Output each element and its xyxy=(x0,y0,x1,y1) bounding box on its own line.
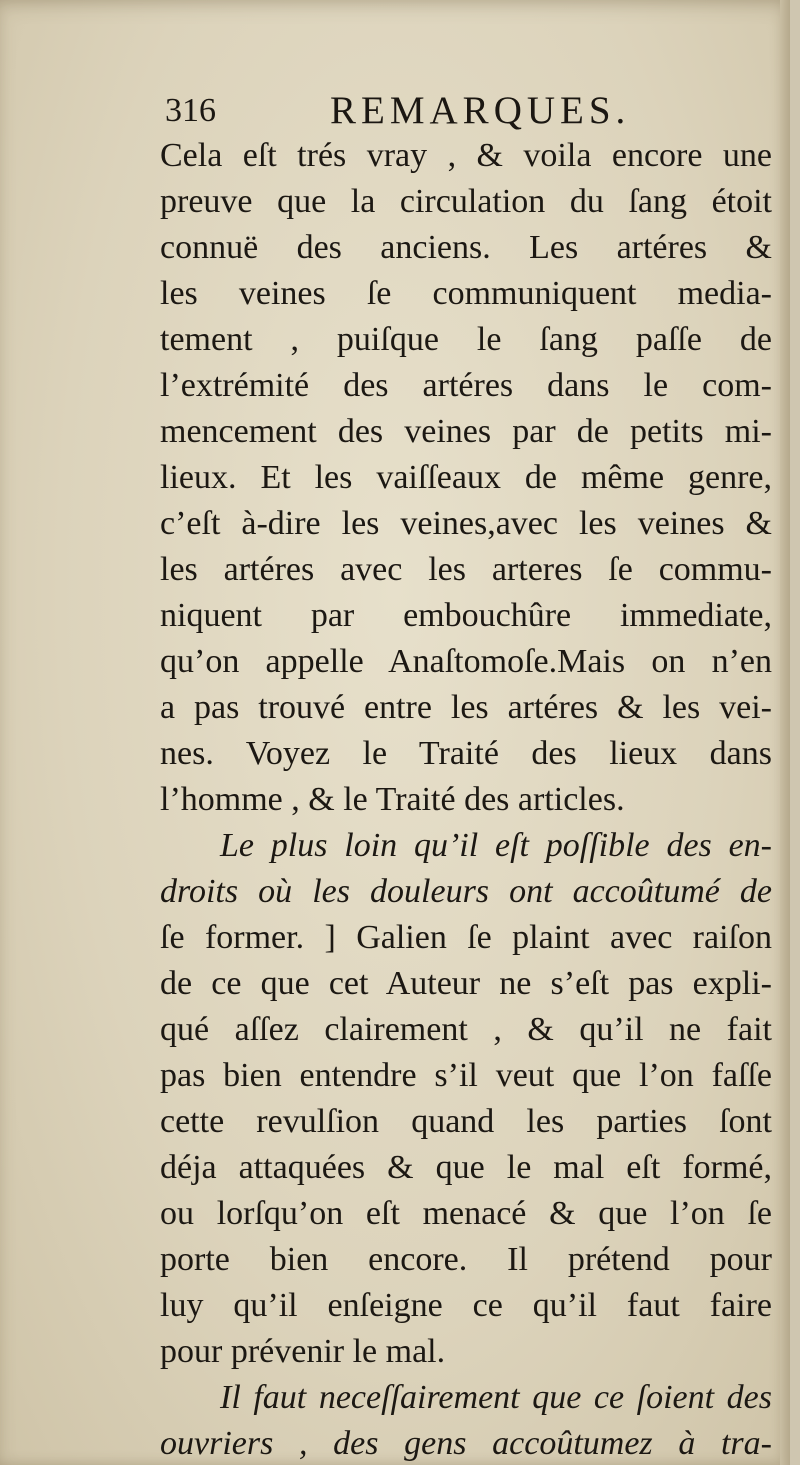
text-line: qu’on appelle Anaſtomoſe.Mais on n’en xyxy=(160,643,772,680)
text-line: cette revulſion quand les parties ſont xyxy=(160,1103,772,1140)
text-line: ouvriers , des gens accoûtumez à tra- xyxy=(160,1425,772,1462)
text-line: l’homme , & le Traité des articles. xyxy=(160,781,625,818)
text-line: déja attaquées & que le mal eſt formé, xyxy=(160,1149,772,1186)
text-line: luy qu’il enſeigne ce qu’il faut faire xyxy=(160,1287,772,1324)
text-line: droits où les douleurs ont accoûtumé de xyxy=(160,873,772,910)
text-line: lieux. Et les vaiſſeaux de même genre, xyxy=(160,459,772,496)
page-number: 316 xyxy=(165,92,216,129)
text-line: les artéres avec les arteres ſe commu- xyxy=(160,551,772,588)
text-line: a pas trouvé entre les artéres & les vei- xyxy=(160,689,772,726)
text-line: Cela eſt trés vray , & voila encore une xyxy=(160,137,772,174)
text-line: ſe former. ] Galien ſe plaint avec raiſon xyxy=(160,919,772,956)
text-line: porte bien encore. Il prétend pour xyxy=(160,1241,772,1278)
text-line: ou lorſqu’on eſt menacé & que l’on ſe xyxy=(160,1195,772,1232)
body-text xyxy=(160,133,772,1465)
text-line: de ce que cet Auteur ne s’eſt pas expli- xyxy=(160,965,772,1002)
text-line: pas bien entendre s’il veut que l’on faſſe xyxy=(160,1057,772,1094)
text-line: connuë des anciens. Les artéres & xyxy=(160,229,772,266)
text-line: nes. Voyez le Traité des lieux dans xyxy=(160,735,772,772)
show-through-mark xyxy=(200,1335,460,1375)
text-line: tement , puiſque le ſang paſſe de xyxy=(160,321,772,358)
text-line: c’eſt à-dire les veines,avec les veines & xyxy=(160,505,772,542)
page-header xyxy=(165,88,765,136)
text-line: qué aſſez clairement , & qu’il ne fait xyxy=(160,1011,772,1048)
text-line: mencement des veines par de petits mi- xyxy=(160,413,772,450)
text-line: l’extrémité des artéres dans le com- xyxy=(160,367,772,404)
text-line: les veines ſe communiquent media- xyxy=(160,275,772,312)
page-edge xyxy=(780,0,790,1465)
text-line: pour prévenir le mal. xyxy=(160,1333,446,1370)
running-title: REMARQUES. xyxy=(330,89,631,132)
text-line: niquent par embouchûre immediate, xyxy=(160,597,772,634)
text-line: Il faut neceſſairement que ce ſoient des xyxy=(220,1379,772,1416)
text-line: Le plus loin qu’il eſt poſſible des en- xyxy=(220,827,772,864)
text-line: preuve que la circulation du ſang étoit xyxy=(160,183,772,220)
